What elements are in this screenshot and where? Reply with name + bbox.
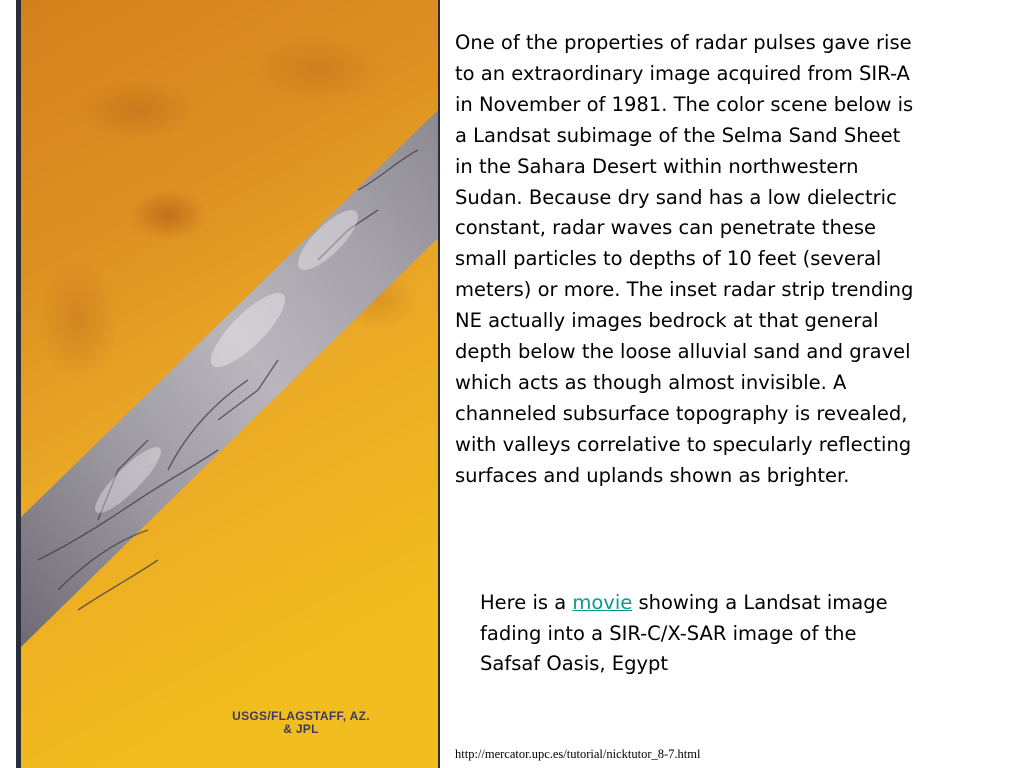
landsat-radar-photo — [18, 0, 438, 768]
main-description-line: with valleys correlative to specularly reflecting — [455, 432, 912, 456]
photo-credit-line1: USGS/FLAGSTAFF, AZ. — [232, 709, 370, 723]
movie-note-prefix: Here is a — [480, 591, 573, 614]
main-description-line: small particles to depths of 10 feet (several — [455, 247, 882, 271]
movie-note-line3: Safsaf Oasis, Egypt — [480, 652, 669, 675]
main-description-line: meters) or more. The inset radar strip trending — [455, 278, 914, 302]
main-description — [455, 28, 995, 492]
main-description-line: One of the properties of radar pulses gave rise — [455, 31, 912, 54]
main-description-line: constant, radar waves can penetrate these — [455, 216, 877, 240]
photo-credit-caption — [216, 710, 386, 736]
main-description-line: in the Sahara Desert within northwestern — [455, 154, 859, 178]
movie-link[interactable]: movie — [572, 591, 633, 614]
main-description-line: a Landsat subimage of the Selma Sand Sheet — [455, 123, 901, 147]
movie-note-line1 — [480, 588, 1000, 619]
main-description-line: Sudan. Because dry sand has a low dielectric — [455, 185, 897, 209]
movie-note-suffix: showing a Landsat image — [632, 591, 888, 614]
main-description-line: NE actually images bedrock at that general — [455, 309, 879, 333]
main-description-line: which acts as though almost invisible. A — [455, 370, 847, 394]
main-description-line: to an extraordinary image acquired from SIR-A — [455, 61, 910, 85]
source-url: http://mercator.upc.es/tutorial/nicktutor_8-7.html — [455, 747, 701, 761]
satellite-image-icon — [18, 0, 438, 768]
main-description-line: depth below the loose alluvial sand and gravel — [455, 340, 911, 364]
main-description-line: channeled subsurface topography is revealed, — [455, 401, 908, 425]
movie-note — [480, 588, 1000, 680]
photo-credit-line2: & JPL — [283, 722, 319, 736]
movie-note-line2: fading into a SIR-C/X-SAR image of the — [480, 621, 857, 645]
main-description-line: surfaces and uplands shown as brighter. — [455, 463, 850, 487]
main-description-line: in November of 1981. The color scene below is — [455, 92, 914, 116]
